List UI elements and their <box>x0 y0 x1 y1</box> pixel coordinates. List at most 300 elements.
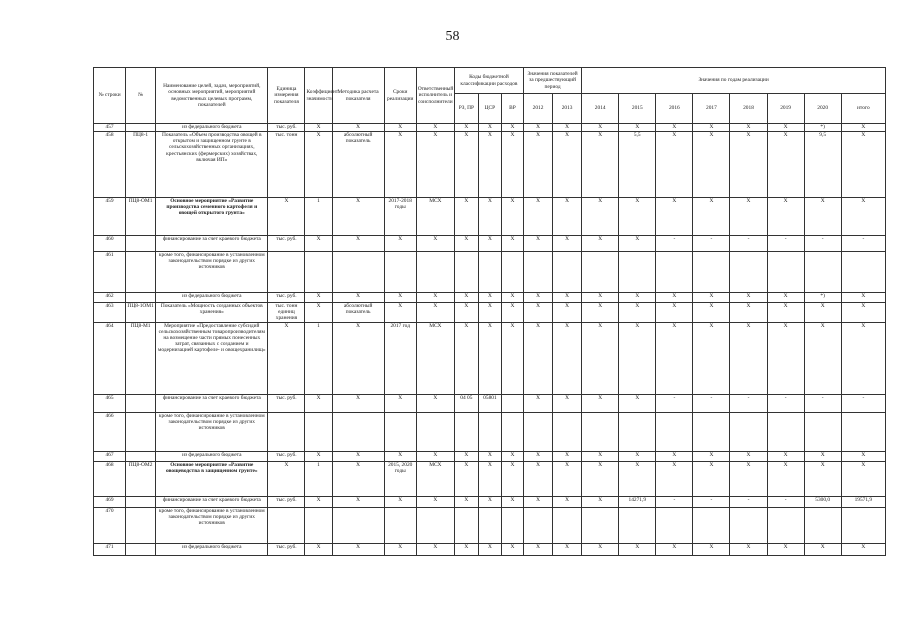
row-vr: X <box>501 124 523 132</box>
cell-2019 <box>767 252 804 293</box>
row-rz: X <box>454 461 478 496</box>
cell-2020: X <box>804 198 841 236</box>
table-row <box>94 461 886 496</box>
table-header <box>94 68 886 124</box>
cell-2014: X <box>582 132 619 198</box>
table-row <box>94 303 886 323</box>
cell-total: - <box>841 394 885 412</box>
cell-2019: X <box>767 543 804 555</box>
cell-2019: X <box>767 198 804 236</box>
cell-2020: - <box>804 394 841 412</box>
row-resp: МСХ <box>416 198 454 236</box>
row-unit: тыс. тонн <box>268 132 305 198</box>
row-name: финансирование за счет краевого бюджета <box>156 394 268 412</box>
row-term: X <box>384 451 416 461</box>
row-name: Мероприятие «Предоставление субсидий сельскохозяйственным товаропроизводителям на возмещение части прямых понесенных затрат, связанных с созданием и модернизацией картофеле- и овощехранилищ» <box>156 322 268 394</box>
cell-2017: X <box>693 322 730 394</box>
cell-total <box>841 252 885 293</box>
cell-2015 <box>619 507 656 543</box>
cell-2018: X <box>730 293 767 303</box>
row-coef: 1 <box>305 198 332 236</box>
row-code <box>126 507 156 543</box>
row-method: абсолютный показатель <box>332 303 384 323</box>
row-vr: X <box>501 303 523 323</box>
row-term: 2017-2018 годы <box>384 198 416 236</box>
row-csr: X <box>478 322 501 394</box>
row-rz: X <box>454 322 478 394</box>
row-code <box>126 394 156 412</box>
cell-2012: X <box>524 293 553 303</box>
row-name: Основное мероприятие «Развитие производства семенного картофеля и овощей открытого грунта» <box>156 198 268 236</box>
cell-2016 <box>656 252 693 293</box>
header-resp: Ответственный исполнитель и соисполнители <box>416 68 454 124</box>
row-number: 460 <box>94 236 126 252</box>
row-csr: X <box>478 124 501 132</box>
row-code <box>126 412 156 451</box>
cell-total: X <box>841 293 885 303</box>
cell-2015: X <box>619 293 656 303</box>
row-coef: X <box>305 543 332 555</box>
header-values: Значения по годам реализации <box>582 68 886 94</box>
cell-2013: X <box>553 496 582 507</box>
cell-2019 <box>767 412 804 451</box>
cell-2019: - <box>767 394 804 412</box>
cell-2018 <box>730 507 767 543</box>
cell-2015: X <box>619 461 656 496</box>
cell-2017: X <box>693 303 730 323</box>
table-row <box>94 124 886 132</box>
cell-2016: X <box>656 303 693 323</box>
row-csr: X <box>478 236 501 252</box>
row-name: из федерального бюджета <box>156 124 268 132</box>
cell-2012: X <box>524 198 553 236</box>
row-code <box>126 252 156 293</box>
row-method <box>332 252 384 293</box>
cell-2013: X <box>553 451 582 461</box>
cell-2014 <box>582 412 619 451</box>
cell-2016: X <box>656 543 693 555</box>
row-method: X <box>332 322 384 394</box>
cell-2014: X <box>582 303 619 323</box>
row-resp: X <box>416 451 454 461</box>
row-vr: X <box>501 451 523 461</box>
row-code: ПЦ8-М1 <box>126 322 156 394</box>
cell-2012: X <box>524 303 553 323</box>
row-vr <box>501 394 523 412</box>
cell-2015: X <box>619 303 656 323</box>
cell-2014: X <box>582 543 619 555</box>
cell-2014: X <box>582 394 619 412</box>
row-resp: X <box>416 303 454 323</box>
cell-2013: X <box>553 124 582 132</box>
cell-2012 <box>524 507 553 543</box>
row-name: Основное мероприятие «Развитие овощеводства в защищенном грунте» <box>156 461 268 496</box>
row-rz: X <box>454 132 478 198</box>
row-rz: X <box>454 124 478 132</box>
header-2014: 2014 <box>582 94 619 124</box>
row-name: кроме того, финансирование в установленном законодательством порядке из других источников <box>156 507 268 543</box>
cell-2016: X <box>656 132 693 198</box>
cell-2016: X <box>656 451 693 461</box>
cell-2012: X <box>524 496 553 507</box>
row-method <box>332 412 384 451</box>
cell-2016 <box>656 507 693 543</box>
row-resp: X <box>416 236 454 252</box>
header-2012: 2012 <box>524 94 553 124</box>
row-rz: X <box>454 543 478 555</box>
cell-2013: X <box>553 461 582 496</box>
cell-2017: X <box>693 451 730 461</box>
row-code <box>126 543 156 555</box>
row-number: 459 <box>94 198 126 236</box>
row-method: X <box>332 236 384 252</box>
cell-2019: - <box>767 496 804 507</box>
row-vr: X <box>501 496 523 507</box>
row-resp: X <box>416 543 454 555</box>
row-name: Показатель «Мощность созданных объектов хранения» <box>156 303 268 323</box>
row-vr: X <box>501 461 523 496</box>
row-code: ПЦ8-ОМ1 <box>126 198 156 236</box>
row-unit: тыс. руб. <box>268 293 305 303</box>
cell-2015 <box>619 412 656 451</box>
row-coef: 1 <box>305 322 332 394</box>
cell-2017: - <box>693 394 730 412</box>
cell-2015: X <box>619 236 656 252</box>
cell-2019: - <box>767 236 804 252</box>
cell-2019: X <box>767 461 804 496</box>
cell-total <box>841 507 885 543</box>
row-csr: X <box>478 293 501 303</box>
cell-total: X <box>841 543 885 555</box>
cell-2014: X <box>582 496 619 507</box>
row-csr: X <box>478 451 501 461</box>
cell-2016: X <box>656 461 693 496</box>
row-csr: X <box>478 132 501 198</box>
header-no: № <box>126 68 156 124</box>
table-row <box>94 236 886 252</box>
header-term: Сроки реализации <box>384 68 416 124</box>
row-name: Показатель «Объем производства овощей в открытом и защищенном грунте в сельскохозяйственных организациях, крестьянских (фермерских) хозяйствах, включая ИП» <box>156 132 268 198</box>
row-number: 464 <box>94 322 126 394</box>
cell-2020: *) <box>804 124 841 132</box>
row-unit: тыс. руб. <box>268 236 305 252</box>
row-term: X <box>384 293 416 303</box>
cell-2017: X <box>693 543 730 555</box>
cell-2018 <box>730 412 767 451</box>
cell-2020: X <box>804 543 841 555</box>
row-vr: X <box>501 543 523 555</box>
cell-2016: - <box>656 236 693 252</box>
cell-2014: X <box>582 451 619 461</box>
row-term: X <box>384 394 416 412</box>
row-rz <box>454 412 478 451</box>
row-term: X <box>384 236 416 252</box>
cell-2019: X <box>767 124 804 132</box>
header-coef: Коэффициент значимости <box>305 68 332 124</box>
table-row <box>94 252 886 293</box>
row-rz: X <box>454 236 478 252</box>
cell-2017: - <box>693 236 730 252</box>
cell-2018: X <box>730 322 767 394</box>
cell-2018: X <box>730 198 767 236</box>
cell-2014 <box>582 252 619 293</box>
header-unit: Единица измерения показателя <box>268 68 305 124</box>
cell-2016: - <box>656 394 693 412</box>
row-unit <box>268 507 305 543</box>
row-name: финансирование за счет краевого бюджета <box>156 236 268 252</box>
header-2019: 2019 <box>767 94 804 124</box>
cell-2012: X <box>524 461 553 496</box>
table-row <box>94 322 886 394</box>
cell-2020: X <box>804 322 841 394</box>
cell-2020 <box>804 412 841 451</box>
cell-total: X <box>841 322 885 394</box>
row-number: 470 <box>94 507 126 543</box>
row-method: X <box>332 496 384 507</box>
row-vr <box>501 412 523 451</box>
cell-2017: X <box>693 124 730 132</box>
cell-2015: X <box>619 124 656 132</box>
row-resp: МСХ <box>416 322 454 394</box>
row-resp: МСХ <box>416 461 454 496</box>
cell-2014 <box>582 507 619 543</box>
row-resp: X <box>416 124 454 132</box>
cell-total <box>841 412 885 451</box>
row-rz: X <box>454 293 478 303</box>
header-rz: РЗ, ПР <box>454 94 478 124</box>
cell-2015: X <box>619 198 656 236</box>
cell-2016: - <box>656 496 693 507</box>
cell-2020: X <box>804 451 841 461</box>
cell-total: - <box>841 236 885 252</box>
row-method: X <box>332 293 384 303</box>
header-2017: 2017 <box>693 94 730 124</box>
row-vr: X <box>501 132 523 198</box>
cell-2020: X <box>804 461 841 496</box>
cell-2015: X <box>619 543 656 555</box>
row-csr: X <box>478 543 501 555</box>
cell-2015: X <box>619 394 656 412</box>
row-csr: 05801 <box>478 394 501 412</box>
cell-2017: X <box>693 293 730 303</box>
cell-2012: X <box>524 451 553 461</box>
row-vr: X <box>501 293 523 303</box>
row-unit: X <box>268 461 305 496</box>
table-row <box>94 451 886 461</box>
cell-total: X <box>841 461 885 496</box>
row-number: 457 <box>94 124 126 132</box>
row-csr: X <box>478 303 501 323</box>
header-2016: 2016 <box>656 94 693 124</box>
table-row <box>94 198 886 236</box>
cell-2013: X <box>553 543 582 555</box>
cell-2018 <box>730 252 767 293</box>
row-coef: X <box>305 451 332 461</box>
cell-2012: X <box>524 124 553 132</box>
row-code <box>126 451 156 461</box>
cell-2013: X <box>553 236 582 252</box>
header-2015: 2015 <box>619 94 656 124</box>
cell-2014: X <box>582 461 619 496</box>
row-rz: X <box>454 496 478 507</box>
cell-2015: X <box>619 322 656 394</box>
cell-2017 <box>693 252 730 293</box>
row-unit: тыс. руб. <box>268 451 305 461</box>
row-resp: X <box>416 496 454 507</box>
cell-total: X <box>841 198 885 236</box>
row-unit: X <box>268 198 305 236</box>
cell-total: X <box>841 303 885 323</box>
cell-2014: X <box>582 236 619 252</box>
cell-2020: 9,5 <box>804 132 841 198</box>
cell-2020: - <box>804 236 841 252</box>
cell-2017 <box>693 412 730 451</box>
row-csr: X <box>478 198 501 236</box>
row-name: из федерального бюджета <box>156 293 268 303</box>
cell-2018: X <box>730 543 767 555</box>
row-coef <box>305 507 332 543</box>
row-unit: тыс. руб. <box>268 543 305 555</box>
row-term <box>384 412 416 451</box>
row-name: кроме того, финансирование в установленном законодательством порядке из других источников <box>156 412 268 451</box>
cell-2019: X <box>767 451 804 461</box>
row-term: X <box>384 543 416 555</box>
cell-2017: - <box>693 496 730 507</box>
row-number: 468 <box>94 461 126 496</box>
row-csr <box>478 412 501 451</box>
cell-2019: X <box>767 322 804 394</box>
header-csr: ЦСР <box>478 94 501 124</box>
cell-2016: X <box>656 198 693 236</box>
cell-2018: X <box>730 124 767 132</box>
cell-2012: X <box>524 236 553 252</box>
row-csr <box>478 507 501 543</box>
cell-2012 <box>524 252 553 293</box>
row-unit: тыс. руб. <box>268 394 305 412</box>
row-coef: X <box>305 496 332 507</box>
row-name: финансирование за счет краевого бюджета <box>156 496 268 507</box>
cell-2012: X <box>524 543 553 555</box>
table-row <box>94 394 886 412</box>
row-method: X <box>332 394 384 412</box>
cell-2013 <box>553 252 582 293</box>
row-method: X <box>332 461 384 496</box>
page-number: 58 <box>445 29 460 44</box>
cell-total: X <box>841 124 885 132</box>
row-coef: X <box>305 293 332 303</box>
row-vr: X <box>501 322 523 394</box>
cell-2013 <box>553 412 582 451</box>
row-number: 469 <box>94 496 126 507</box>
row-csr <box>478 252 501 293</box>
row-coef: X <box>305 132 332 198</box>
row-name: из федерального бюджета <box>156 451 268 461</box>
row-name: кроме того, финансирование в установленном законодательством порядке из других источников <box>156 252 268 293</box>
cell-2016 <box>656 412 693 451</box>
row-coef: X <box>305 303 332 323</box>
row-resp <box>416 252 454 293</box>
cell-2017: X <box>693 461 730 496</box>
row-resp <box>416 412 454 451</box>
row-term: 2015, 2020 годы <box>384 461 416 496</box>
row-term <box>384 252 416 293</box>
row-code <box>126 236 156 252</box>
row-csr: X <box>478 461 501 496</box>
cell-total: 19571,9 <box>841 496 885 507</box>
row-vr <box>501 507 523 543</box>
cell-2012: X <box>524 322 553 394</box>
header-method: Методика расчета показателя <box>332 68 384 124</box>
row-coef: X <box>305 236 332 252</box>
row-term: X <box>384 132 416 198</box>
row-number: 463 <box>94 303 126 323</box>
cell-2012 <box>524 412 553 451</box>
row-coef <box>305 412 332 451</box>
cell-2019: X <box>767 293 804 303</box>
cell-2013: X <box>553 394 582 412</box>
row-rz: X <box>454 303 478 323</box>
cell-2020 <box>804 252 841 293</box>
cell-2016: X <box>656 124 693 132</box>
table-row <box>94 132 886 198</box>
header-vr: ВР <box>501 94 523 124</box>
program-table <box>93 67 886 556</box>
row-coef: X <box>305 394 332 412</box>
row-rz <box>454 252 478 293</box>
table-body <box>94 124 886 556</box>
cell-2015: 5,5 <box>619 132 656 198</box>
cell-2013: X <box>553 293 582 303</box>
row-term: X <box>384 124 416 132</box>
row-number: 458 <box>94 132 126 198</box>
row-code: ПЦ8-1 <box>126 132 156 198</box>
cell-2017: X <box>693 198 730 236</box>
row-rz: X <box>454 451 478 461</box>
row-term: X <box>384 496 416 507</box>
row-coef: 1 <box>305 461 332 496</box>
header-2013: 2013 <box>553 94 582 124</box>
cell-2013: X <box>553 198 582 236</box>
row-method <box>332 507 384 543</box>
header-base: Значения показателей за предшествующий период <box>524 68 582 94</box>
cell-2020: X <box>804 303 841 323</box>
row-number: 461 <box>94 252 126 293</box>
cell-2015 <box>619 252 656 293</box>
cell-2015: X <box>619 451 656 461</box>
row-unit: тыс. руб. <box>268 496 305 507</box>
cell-2016: X <box>656 293 693 303</box>
header-codes: Коды бюджетной классификации расходов <box>454 68 523 94</box>
cell-2018: X <box>730 451 767 461</box>
cell-2020: 5300,0 <box>804 496 841 507</box>
table-row <box>94 496 886 507</box>
cell-2018: X <box>730 461 767 496</box>
row-unit <box>268 252 305 293</box>
header-2018: 2018 <box>730 94 767 124</box>
cell-2016: X <box>656 322 693 394</box>
cell-2018: - <box>730 496 767 507</box>
cell-2018: X <box>730 132 767 198</box>
row-rz <box>454 507 478 543</box>
row-method: абсолютный показатель <box>332 132 384 198</box>
row-term <box>384 507 416 543</box>
cell-2013 <box>553 507 582 543</box>
table-row <box>94 543 886 555</box>
cell-2020: *) <box>804 293 841 303</box>
cell-2012: X <box>524 394 553 412</box>
cell-2013: X <box>553 322 582 394</box>
cell-total: X <box>841 132 885 198</box>
